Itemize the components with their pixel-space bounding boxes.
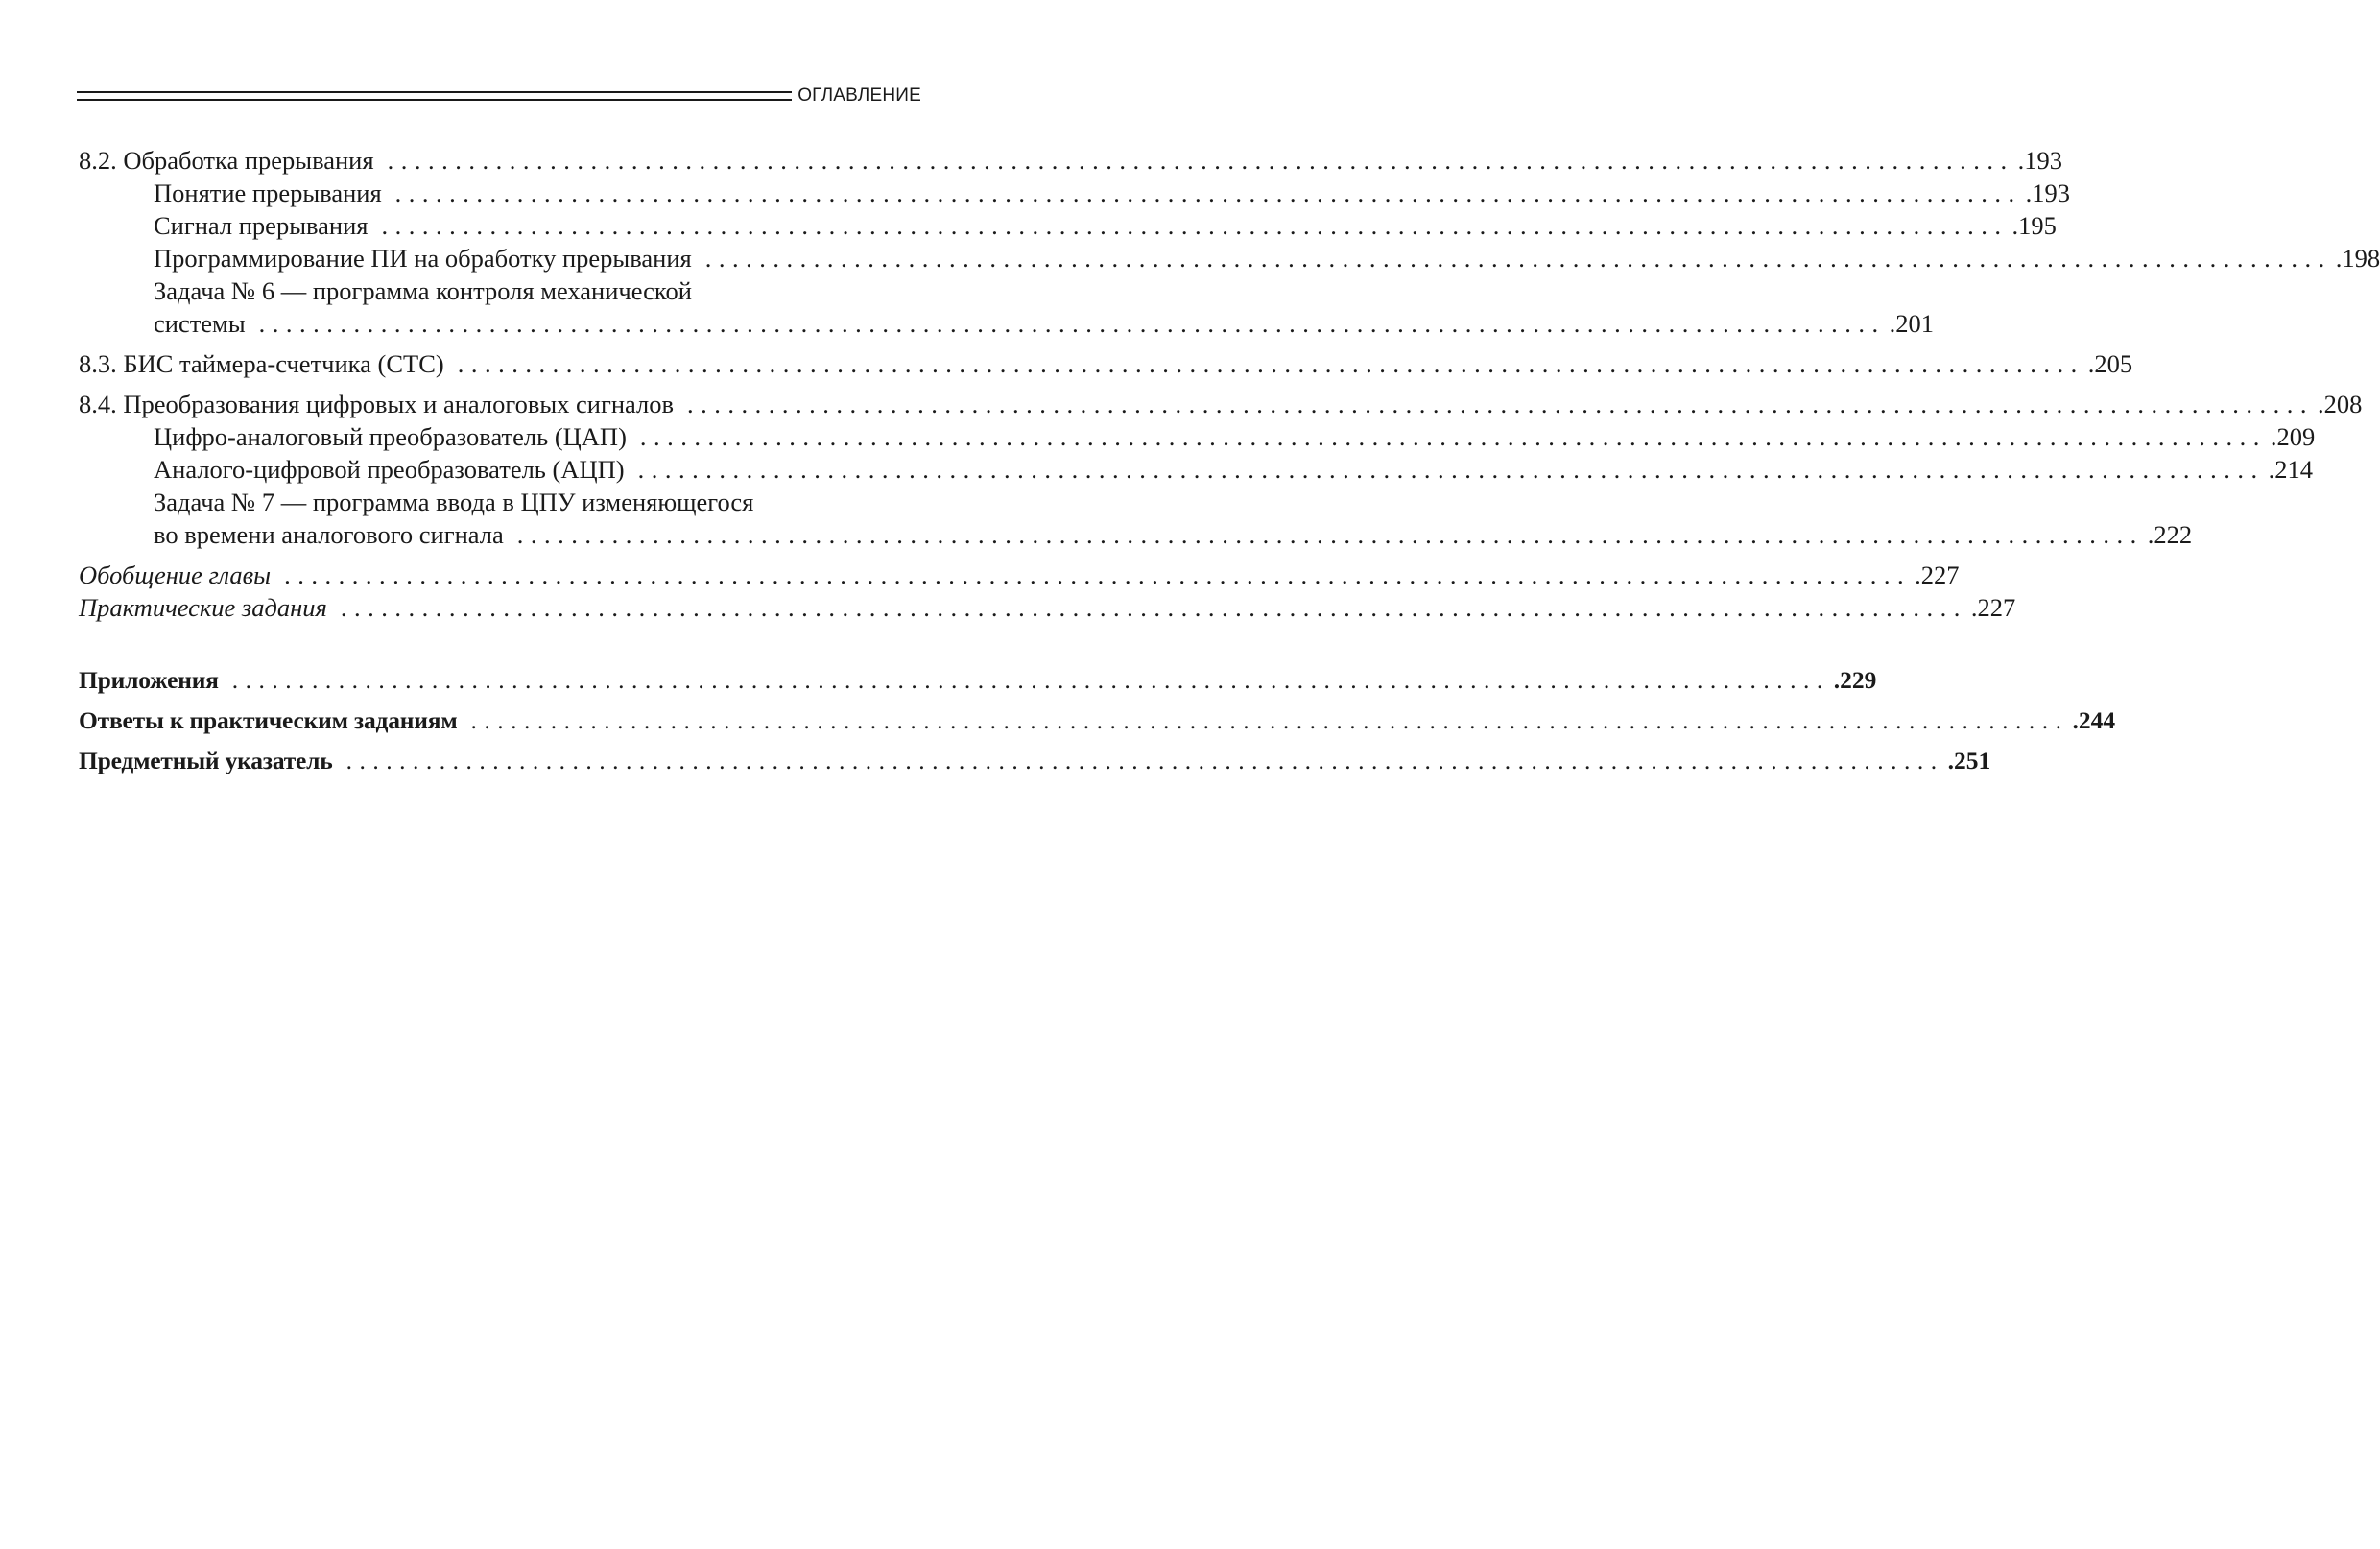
toc-page-number: .195 — [2011, 211, 2057, 240]
toc-page-number: .209 — [2270, 422, 2316, 451]
toc-entry-title: Ответы к практическим заданиям — [79, 706, 458, 734]
running-header — [77, 84, 921, 107]
toc-page-number: .205 — [2087, 349, 2133, 378]
toc-entry-interrupt-signal[interactable] — [79, 209, 2057, 242]
toc-page-number: .227 — [1970, 593, 2016, 622]
toc-page-number: .229 — [1833, 666, 1877, 694]
running-header-title: ОГЛАВЛЕНИЕ — [797, 85, 921, 106]
dot-leader: ........................................................................................................................ — [381, 211, 2009, 240]
toc-entry-title: Цифро-аналоговый преобразователь (ЦАП) — [154, 422, 627, 451]
toc-page-number: .227 — [1915, 560, 1960, 589]
toc-page-number: .244 — [2072, 706, 2116, 734]
toc-entry-task-6[interactable] — [79, 274, 1934, 340]
dot-leader: ........................................................................................................................ — [470, 706, 2069, 734]
dot-leader: ........................................................................................................................ — [345, 747, 1944, 774]
toc-entry-adc[interactable] — [79, 453, 2313, 486]
toc-page-number: .193 — [2017, 146, 2062, 175]
toc-entry-title-line1: Задача № 7 — программа ввода в ЦПУ изменяющегося — [154, 488, 754, 516]
toc-entry-title-line2: системы — [154, 309, 246, 338]
toc-entry-title: Обобщение главы — [79, 560, 272, 589]
toc-entry-title-line2: во времени аналогового сигнала — [154, 520, 504, 549]
dot-leader: ........................................................................................................................ — [258, 309, 1886, 338]
dot-leader: ........................................................................................................................ — [704, 244, 2332, 273]
dot-leader: ........................................................................................................................ — [340, 593, 1967, 622]
toc-entry-section-8-2[interactable] — [79, 144, 2062, 177]
toc-entry-subject-index[interactable] — [79, 745, 1991, 777]
toc-entry-title: Приложения — [79, 666, 219, 694]
toc-entry-title: 8.2. Обработка прерывания — [79, 146, 374, 175]
dot-leader: ........................................................................................................................ — [284, 560, 1912, 589]
toc-entry-title-line1: Задача № 6 — программа контроля механической — [154, 276, 692, 305]
dot-leader: ........................................................................................................................ — [394, 179, 2022, 207]
toc-page-number: .198 — [2335, 244, 2380, 273]
toc-entry-title: Практические задания — [79, 593, 327, 622]
toc-entry-pi-programming[interactable] — [79, 242, 2380, 274]
dot-leader: ........................................................................................................................ — [516, 520, 2144, 549]
toc-entry-title: Предметный указатель — [79, 747, 333, 774]
toc-entry-title: Понятие прерывания — [154, 179, 382, 207]
toc-entry-title: Программирование ПИ на обработку прерывания — [154, 244, 692, 273]
toc-entry-title: 8.4. Преобразования цифровых и аналоговых сигналов — [79, 390, 675, 418]
dot-leader: ........................................................................................................................ — [231, 666, 1830, 694]
toc-entry-continuation — [79, 518, 2193, 551]
toc-page-number: .193 — [2025, 179, 2071, 207]
toc-entry-appendices[interactable] — [79, 664, 1877, 697]
toc-entry-dac[interactable] — [79, 420, 2316, 453]
toc-entry-section-8-3[interactable] — [79, 347, 2133, 380]
dot-leader: ........................................................................................................................ — [637, 455, 2265, 484]
toc-entry-title: 8.3. БИС таймера-счетчика (СТС) — [79, 349, 444, 378]
toc-entry-title: Аналого-цифровой преобразователь (АЦП) — [154, 455, 625, 484]
dot-leader: ........................................................................................................................ — [457, 349, 2084, 378]
toc-page-number: .251 — [1947, 747, 1991, 774]
toc-entry-interrupt-concept[interactable] — [79, 177, 2071, 209]
toc-page-number: .208 — [2318, 390, 2363, 418]
toc-page-number: .214 — [2268, 455, 2313, 484]
dot-leader: ........................................................................................................................ — [687, 390, 2315, 418]
toc-entry-continuation — [79, 307, 1934, 340]
table-of-contents — [79, 144, 2380, 777]
header-double-rule — [77, 91, 792, 101]
dot-leader: ........................................................................................................................ — [639, 422, 2267, 451]
toc-page-number: .222 — [2147, 520, 2193, 549]
toc-entry-section-8-4[interactable] — [79, 388, 2363, 420]
toc-page-number: .201 — [1889, 309, 1934, 338]
toc-entry-answers[interactable] — [79, 704, 2116, 737]
toc-entry-chapter-summary[interactable] — [79, 559, 1960, 591]
toc-entry-title: Сигнал прерывания — [154, 211, 369, 240]
toc-entry-task-7[interactable] — [79, 486, 2193, 551]
dot-leader: ........................................................................................................................ — [387, 146, 2014, 175]
toc-entry-practical-tasks[interactable] — [79, 591, 2016, 624]
